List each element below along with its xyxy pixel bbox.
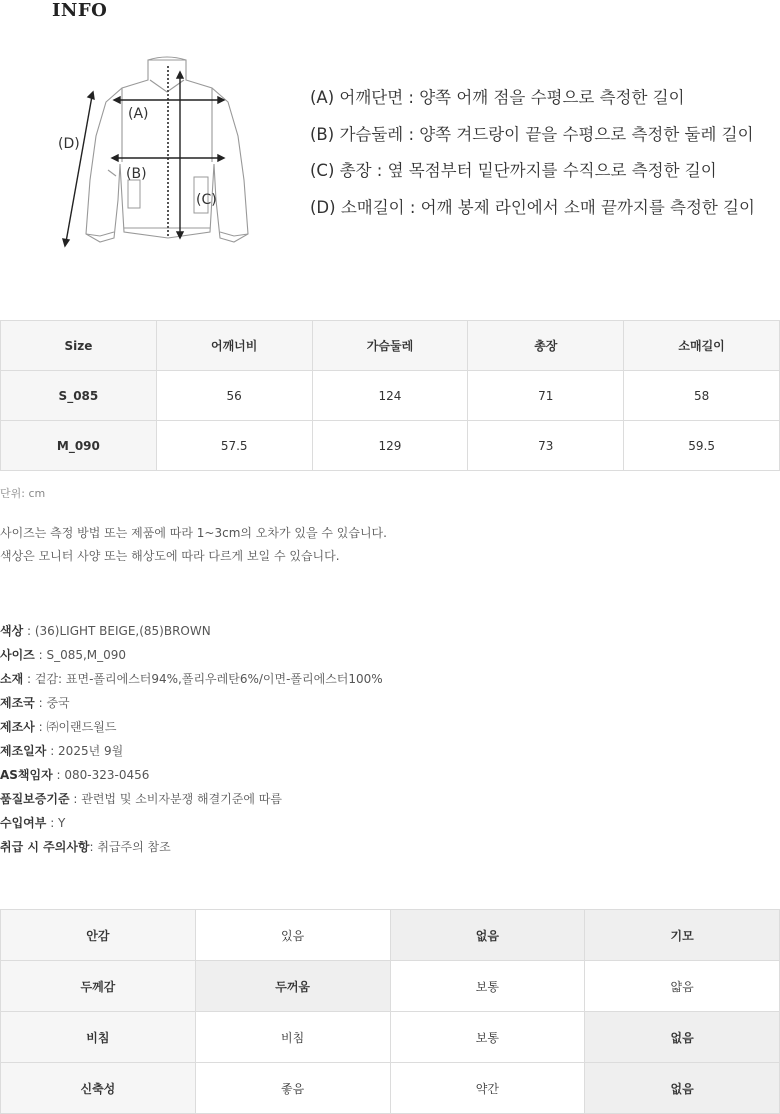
- size-header-cell: 총장: [468, 321, 624, 371]
- feel-option: 좋음: [195, 1063, 390, 1114]
- spec-value: : 중국: [34, 696, 70, 710]
- feel-option: 보통: [390, 961, 585, 1012]
- size-name: S_085: [1, 371, 157, 421]
- spec-value: : 취급주의 참조: [89, 840, 171, 854]
- label-b: (B): [126, 166, 147, 182]
- feel-label: 두께감: [1, 961, 196, 1012]
- label-d: (D): [58, 136, 80, 152]
- feel-option: 약간: [390, 1063, 585, 1114]
- measurement-legend: [310, 86, 755, 232]
- spec-value: : ㈜이랜드월드: [34, 720, 117, 734]
- feel-row: [1, 1012, 780, 1063]
- spec-key: 색상: [0, 624, 24, 638]
- size-cell: 59.5: [624, 421, 780, 471]
- feel-row: [1, 910, 780, 961]
- feel-option: 얇음: [585, 961, 780, 1012]
- spec-key: 사이즈: [0, 648, 35, 662]
- spec-key: 품질보증기준: [0, 792, 70, 806]
- spec-row: [0, 667, 383, 691]
- note-line: 사이즈는 측정 방법 또는 제품에 따라 1~3cm의 오차가 있을 수 있습니다.: [0, 526, 387, 540]
- feel-option: 없음: [585, 1012, 780, 1063]
- spec-key: 취급 시 주의사항: [0, 840, 90, 854]
- feel-label: 비침: [1, 1012, 196, 1063]
- size-cell: 57.5: [156, 421, 312, 471]
- size-row: [1, 371, 780, 421]
- size-cell: 73: [468, 421, 624, 471]
- spec-row: [0, 763, 383, 787]
- spec-key: 소재: [0, 672, 24, 686]
- spec-row: [0, 811, 383, 835]
- size-cell: 58: [624, 371, 780, 421]
- size-row: [1, 421, 780, 471]
- spec-value: : 관련법 및 소비자분쟁 해결기준에 따름: [69, 792, 282, 806]
- size-name: M_090: [1, 421, 157, 471]
- fabric-feel-table: [0, 909, 780, 1114]
- feel-option: 두꺼움: [195, 961, 390, 1012]
- spec-value: : (36)LIGHT BEIGE,(85)BROWN: [23, 624, 211, 638]
- note-line: 색상은 모니터 사양 또는 해상도에 따라 다르게 보일 수 있습니다.: [0, 549, 340, 563]
- feel-label: 안감: [1, 910, 196, 961]
- feel-option: 없음: [585, 1063, 780, 1114]
- size-header-cell: 소매길이: [624, 321, 780, 371]
- spec-row: [0, 835, 383, 859]
- size-table-header: [1, 321, 780, 371]
- size-cell: 124: [312, 371, 468, 421]
- spec-row: [0, 715, 383, 739]
- info-title: INFO: [52, 0, 108, 21]
- spec-key: 제조국: [0, 696, 35, 710]
- feel-row: [1, 961, 780, 1012]
- product-spec-list: [0, 619, 383, 859]
- spec-value: : S_085,M_090: [34, 648, 127, 662]
- spec-key: 제조사: [0, 720, 35, 734]
- legend-chest: (B) 가슴둘레 : 양쪽 겨드랑이 끝을 수평으로 측정한 둘레 길이: [310, 124, 754, 144]
- size-header-cell: 가슴둘레: [312, 321, 468, 371]
- spec-key: 제조일자: [0, 744, 47, 758]
- spec-row: [0, 643, 383, 667]
- spec-row: [0, 739, 383, 763]
- unit-note: 단위: cm: [0, 487, 46, 500]
- size-header-cell: Size: [1, 321, 157, 371]
- legend-sleeve: (D) 소매길이 : 어깨 봉제 라인에서 소매 끝까지를 측정한 길이: [310, 197, 755, 217]
- legend-shoulder: (A) 어깨단면 : 양쪽 어깨 점을 수평으로 측정한 길이: [310, 88, 685, 107]
- spec-row: [0, 619, 383, 643]
- feel-option: 보통: [390, 1012, 585, 1063]
- feel-option: 없음: [390, 910, 585, 961]
- size-table: [0, 320, 780, 471]
- spec-key: AS책임자: [0, 768, 53, 782]
- feel-row: [1, 1063, 780, 1114]
- spec-key: 수입여부: [0, 816, 47, 830]
- size-cell: 56: [156, 371, 312, 421]
- spec-value: : 080-323-0456: [52, 768, 150, 782]
- size-notes: [0, 522, 387, 568]
- feel-option: 있음: [195, 910, 390, 961]
- spec-row: [0, 691, 383, 715]
- spec-row: [0, 787, 383, 811]
- legend-length: (C) 총장 : 옆 목점부터 밑단까지를 수직으로 측정한 길이: [310, 161, 717, 180]
- spec-value: : Y: [46, 816, 66, 830]
- size-header-cell: 어깨너비: [156, 321, 312, 371]
- feel-option: 기모: [585, 910, 780, 961]
- label-a: (A): [128, 106, 149, 122]
- feel-option: 비침: [195, 1012, 390, 1063]
- feel-label: 신축성: [1, 1063, 196, 1114]
- spec-value: : 2025년 9월: [46, 744, 124, 758]
- label-c: (C): [196, 192, 217, 208]
- spec-value: : 겉감: 표면-폴리에스터94%,폴리우레탄6%/이면-폴리에스터100%: [23, 672, 383, 686]
- size-cell: 129: [312, 421, 468, 471]
- size-cell: 71: [468, 371, 624, 421]
- jacket-measurement-diagram: [50, 52, 290, 262]
